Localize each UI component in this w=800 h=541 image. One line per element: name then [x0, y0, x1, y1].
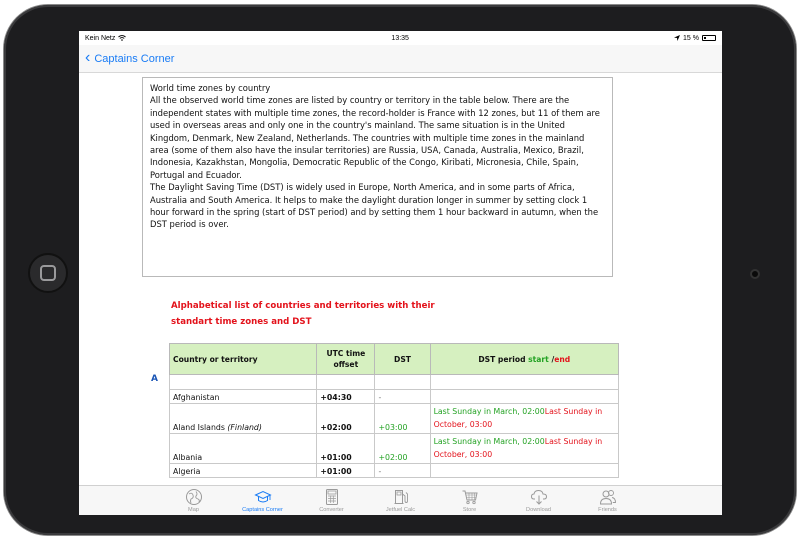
battery-percent: 15 %: [683, 34, 699, 42]
dst-period-cell: [430, 404, 618, 434]
dst-cell: +02:00: [375, 434, 430, 464]
tab-store-label: Store: [462, 507, 477, 513]
dst-cell: +03:00: [375, 404, 430, 434]
home-square-icon: [40, 265, 56, 281]
battery-icon: [702, 35, 716, 41]
table-row: [170, 434, 619, 464]
dst-start: Last Sunday in March, 02:00: [433, 407, 545, 416]
tab-jetfuel-calc-label: Jetfuel Calc: [385, 507, 416, 513]
table-row: [170, 404, 619, 434]
tab-download-label: Download: [526, 507, 551, 513]
country-cell: [170, 404, 317, 434]
header-dst: DST: [375, 344, 430, 375]
tab-friends[interactable]: [573, 486, 642, 515]
wifi-icon: [118, 35, 126, 41]
country-name: Aland Islands: [173, 423, 228, 432]
tab-download[interactable]: [504, 486, 573, 515]
header-utc-offset: UTC time offset: [317, 344, 375, 375]
tab-converter[interactable]: [297, 486, 366, 515]
dst-cell: -: [375, 390, 430, 404]
intro-paragraph-1: All the observed world time zones are listed by country or territory in the table below. There are the independent states with multiple time zones, the record-holder is France with 12 zones, but 11 of them are used in overseas areas and only one in the country's mainland. The same situation is in the United Kingdom, Denmark, New Zealand, Netherlands. The countries with multiple time zones in the mainland area (some of them also have the insular territories) are Russia, USA, Canada, Australia, Mexico, Brazil, Indonesia, Kazakhstan, Mongolia, Democratic Republic of the Congo, Kiribati, Micronesia, Chile, Spain, Portugal and Ecuador.: [150, 95, 600, 180]
cloud-download-icon: [530, 488, 548, 506]
status-bar: [79, 31, 722, 45]
list-heading-line-1: Alphabetical list of countries and territories with their: [171, 301, 435, 311]
back-button[interactable]: [85, 48, 175, 66]
dst-period-cell: [430, 390, 618, 404]
header-period-start: start: [528, 354, 549, 364]
navigation-bar: [79, 45, 722, 73]
header-period-prefix: DST period: [478, 354, 529, 364]
utc-offset-cell: +01:00: [317, 434, 375, 464]
header-period-sep: /: [548, 354, 555, 364]
tab-map-label: Map: [188, 507, 199, 513]
country-cell: Afghanistan: [170, 390, 317, 404]
header-period-end: end: [554, 354, 571, 364]
header-dst-period: [430, 344, 618, 375]
table-header-row: [170, 344, 619, 375]
carrier-label: Kein Netz: [85, 34, 116, 42]
list-heading-line-2: standart time zones and DST: [171, 317, 312, 327]
time-zone-table: [169, 343, 619, 478]
friends-icon: [599, 488, 617, 506]
clock: 13:35: [391, 34, 409, 42]
dst-cell: -: [375, 464, 430, 478]
utc-offset-cell: +01:00: [317, 464, 375, 478]
dst-start: Last Sunday in March, 02:00: [433, 437, 545, 446]
tab-captains-corner-label: Captains Corner: [242, 507, 283, 513]
intro-paragraph-2: The Daylight Saving Time (DST) is widely used in Europe, North America, and in some parts of Africa, Australia and South America. It helps to make the daylight duration longer in summer by setting clock 1 hour forward in the spring (start of DST period) and by setting them 1 hour backward in autumn, when the DST period is over.: [150, 182, 599, 230]
content-area[interactable]: [79, 73, 722, 476]
screen: [79, 31, 722, 515]
table-row: [170, 464, 619, 478]
cart-icon: [461, 488, 479, 506]
tab-jetfuel-calc[interactable]: [366, 486, 435, 515]
table-row: [170, 390, 619, 404]
graduation-cap-icon: [254, 488, 272, 506]
tab-store[interactable]: [435, 486, 504, 515]
territory-note: (Finland): [227, 423, 262, 432]
intro-title: World time zones by country: [150, 83, 271, 93]
intro-text-box: [142, 77, 613, 277]
list-heading: [171, 298, 531, 330]
dst-period-cell: [430, 434, 618, 464]
back-button-label: Captains Corner: [94, 52, 175, 65]
chevron-left-icon: ‹: [85, 48, 91, 66]
globe-icon: [185, 488, 203, 506]
dst-end: Last Sunday in October, 03:00: [433, 437, 603, 459]
header-country: Country or territory: [170, 344, 317, 375]
home-button[interactable]: [28, 253, 68, 293]
utc-offset-cell: +02:00: [317, 404, 375, 434]
location-arrow-icon: [674, 35, 680, 41]
tab-friends-label: Friends: [598, 507, 617, 513]
section-letter[interactable]: A: [151, 374, 158, 384]
tab-map[interactable]: [159, 486, 228, 515]
fuel-pump-icon: [392, 488, 410, 506]
tab-converter-label: Converter: [319, 507, 344, 513]
country-cell: Algeria: [170, 464, 317, 478]
tab-captains-corner[interactable]: [228, 486, 297, 515]
dst-end: Last Sunday in October, 03:00: [433, 407, 603, 429]
country-cell: Albania: [170, 434, 317, 464]
table-spacer-row: [170, 375, 619, 390]
tab-bar: [79, 485, 722, 515]
calculator-icon: [323, 488, 341, 506]
front-camera: [750, 269, 760, 279]
dst-period-cell: [430, 464, 618, 478]
utc-offset-cell: +04:30: [317, 390, 375, 404]
